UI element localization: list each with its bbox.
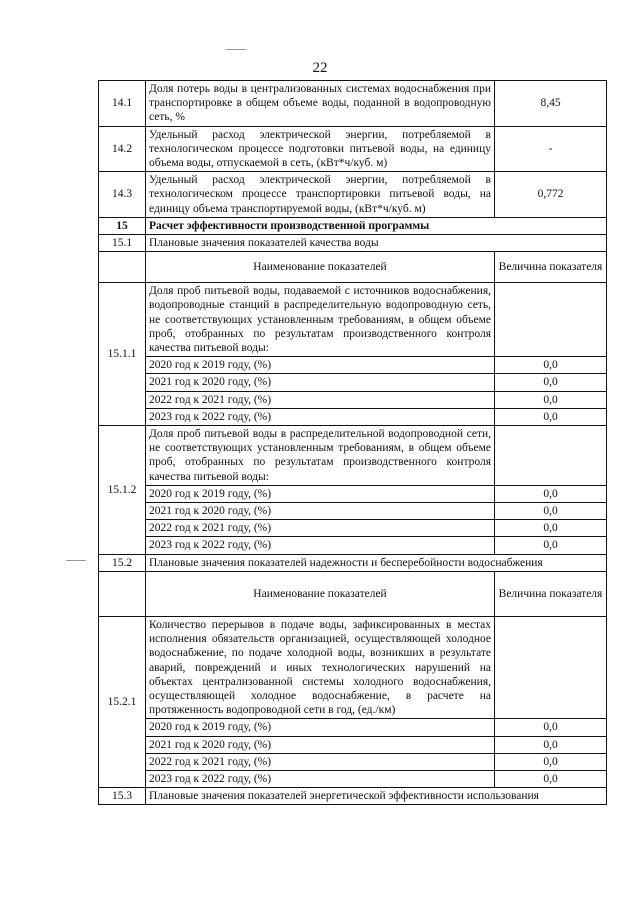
empty-cell (495, 616, 607, 718)
table-row (99, 616, 607, 718)
table-header-row (99, 252, 607, 283)
year-row (99, 503, 607, 520)
row-number: 15.1.1 (99, 283, 146, 426)
table-row (99, 172, 607, 218)
margin-mark (226, 49, 246, 50)
section-title: Расчет эффективности производственной программы (146, 217, 607, 234)
table-row (99, 126, 607, 172)
year-label: 2022 год к 2021 году, (%) (146, 520, 495, 537)
year-row (99, 374, 607, 391)
subsection-number: 15.1 (99, 235, 146, 252)
table-header-row (99, 571, 607, 616)
indicators-table (98, 80, 607, 805)
year-value: 0,0 (495, 408, 607, 425)
year-value: 0,0 (495, 537, 607, 554)
year-label: 2020 год к 2019 году, (%) (146, 357, 495, 374)
year-value: 0,0 (495, 520, 607, 537)
year-row (99, 770, 607, 787)
year-value: 0,0 (495, 391, 607, 408)
year-row (99, 408, 607, 425)
year-row (99, 719, 607, 736)
subsection-title: Плановые значения показателей энергетической эффективности использования (146, 788, 607, 805)
year-value: 0,0 (495, 357, 607, 374)
column-header-value: Величина показателя (495, 571, 607, 616)
indicator-value: 0,772 (495, 172, 607, 218)
year-label: 2022 год к 2021 году, (%) (146, 391, 495, 408)
year-label: 2023 год к 2022 году, (%) (146, 537, 495, 554)
year-value: 0,0 (495, 485, 607, 502)
indicator-description: Удельный расход электрической энергии, потребляемой в технологическом процессе подготовки питьевой воды, на единицу объема воды, отпускаемой в сеть, (кВт*ч/куб. м) (146, 126, 495, 172)
empty-cell (99, 252, 146, 283)
year-row (99, 391, 607, 408)
table-row (99, 283, 607, 357)
year-label: 2023 год к 2022 году, (%) (146, 770, 495, 787)
column-header-name: Наименование показателей (146, 252, 495, 283)
row-number: 14.3 (99, 172, 146, 218)
year-value: 0,0 (495, 770, 607, 787)
year-value: 0,0 (495, 753, 607, 770)
year-label: 2020 год к 2019 году, (%) (146, 719, 495, 736)
year-label: 2021 год к 2020 году, (%) (146, 736, 495, 753)
subsection-row (99, 235, 607, 252)
column-header-name: Наименование показателей (146, 571, 495, 616)
indicator-description: Доля проб питьевой воды в распределительной водопроводной сети, не соответствующих установленным требованиям, в общем объеме проб, отобранных по результатам производственного контроля качества питьевой воды: (146, 426, 495, 486)
year-label: 2020 год к 2019 году, (%) (146, 485, 495, 502)
empty-cell (495, 426, 607, 486)
column-header-value: Величина показателя (495, 252, 607, 283)
subsection-number: 15.2 (99, 554, 146, 571)
year-value: 0,0 (495, 719, 607, 736)
subsection-title: Плановые значения показателей надежности и бесперебойности водоснабжения (146, 554, 607, 571)
section-row (99, 217, 607, 234)
indicator-value: - (495, 126, 607, 172)
row-number: 14.1 (99, 81, 146, 127)
row-number: 15.1.2 (99, 426, 146, 555)
year-label: 2023 год к 2022 году, (%) (146, 408, 495, 425)
subsection-number: 15.3 (99, 788, 146, 805)
page-number: 22 (312, 60, 328, 76)
year-row (99, 753, 607, 770)
indicator-description: Доля потерь воды в централизованных системах водоснабжения при транспортировке в общем объеме воды, поданной в водопроводную сеть, % (146, 81, 495, 127)
indicator-value: 8,45 (495, 81, 607, 127)
subsection-row (99, 788, 607, 805)
table-row (99, 426, 607, 486)
year-row (99, 485, 607, 502)
year-row (99, 520, 607, 537)
year-value: 0,0 (495, 374, 607, 391)
subsection-title: Плановые значения показателей качества воды (146, 235, 607, 252)
table-row (99, 81, 607, 127)
year-value: 0,0 (495, 503, 607, 520)
row-number: 14.2 (99, 126, 146, 172)
year-row (99, 357, 607, 374)
year-label: 2021 год к 2020 году, (%) (146, 374, 495, 391)
year-row (99, 736, 607, 753)
year-row (99, 537, 607, 554)
section-number: 15 (99, 217, 146, 234)
indicator-description: Количество перерывов в подаче воды, зафиксированных в местах исполнения обязательств организацией, осуществляющей холодное водоснабжение, по подаче холодной воды, возникших в результате аварий, повреждений и иных технологических нарушений на объектах централизованной системы холодного водоснабжения, осуществляющей холодное водоснабжение, в расчете на протяженность водопроводной сети в год, (ед./км) (146, 616, 495, 718)
margin-mark (66, 560, 86, 561)
empty-cell (99, 571, 146, 616)
year-label: 2021 год к 2020 году, (%) (146, 503, 495, 520)
row-number: 15.2.1 (99, 616, 146, 787)
indicator-description: Удельный расход электрической энергии, потребляемой в технологическом процессе транспортировки питьевой воды, на единицу объема транспортируемой воды, (кВт*ч/куб. м) (146, 172, 495, 218)
subsection-row (99, 554, 607, 571)
year-value: 0,0 (495, 736, 607, 753)
year-label: 2022 год к 2021 году, (%) (146, 753, 495, 770)
empty-cell (495, 283, 607, 357)
indicator-description: Доля проб питьевой воды, подаваемой с источников водоснабжения, водопроводные станций в распределительную водопроводную сеть, не соответствующих установленным требованиям, в общем объеме проб, отобранных по результатам производственного контроля качества питьевой воды: (146, 283, 495, 357)
